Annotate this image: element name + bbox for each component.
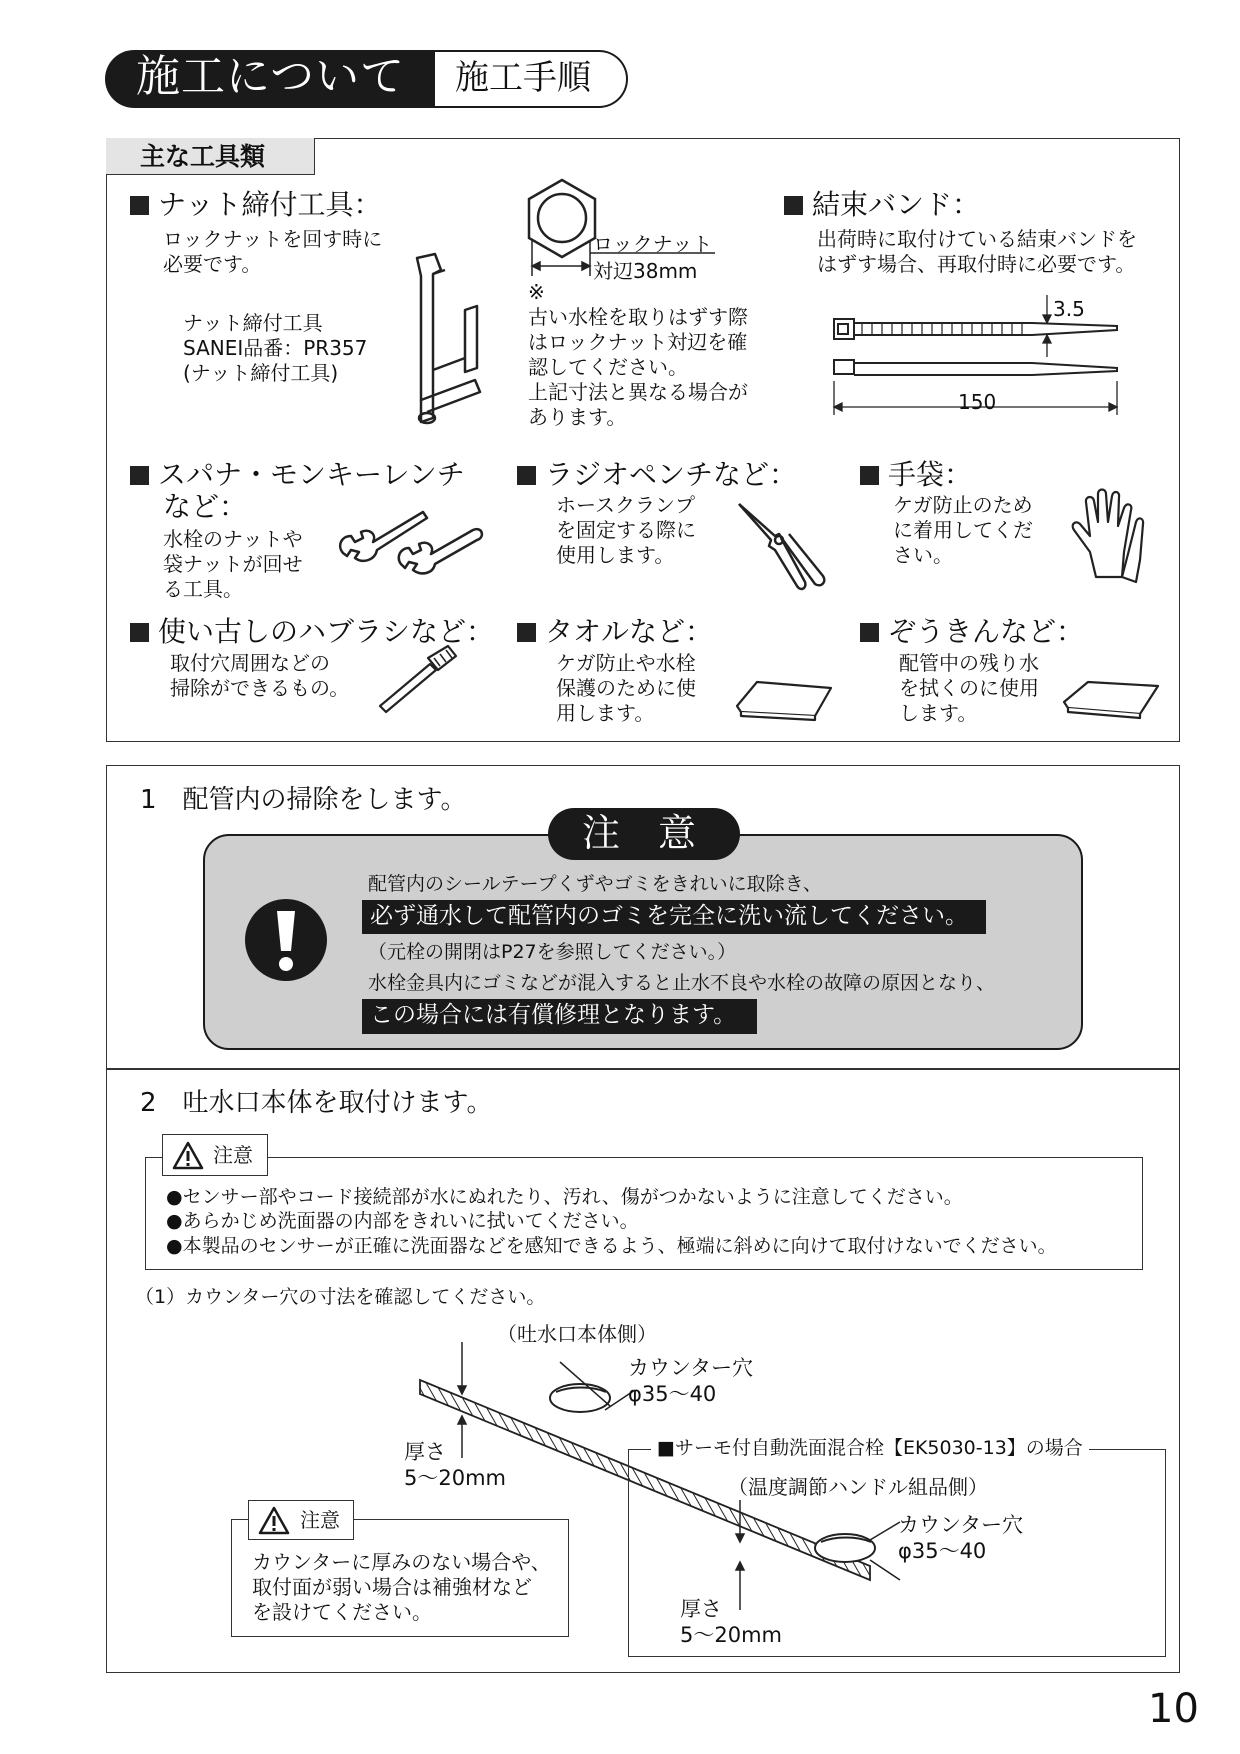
- step2-bullet-2: ●あらかじめ洗面器の内部をきれいに拭いてください。: [166, 1210, 639, 1232]
- locknut-note-5: 上記寸法と異なる場合が: [528, 380, 748, 404]
- step2-bullet-3: ●本製品のセンサーが正確に洗面器などを感知できるよう、極端に斜めに向けて取付けないでください。: [166, 1235, 1057, 1257]
- step1-title: 1 配管内の掃除をします。: [140, 785, 467, 815]
- gloves-icon: [1066, 482, 1151, 587]
- toothbrush-icon: [378, 650, 458, 716]
- note-warning-icon: [258, 1506, 290, 1535]
- pliers-icon: [735, 500, 830, 590]
- page-number: 10: [1148, 1686, 1199, 1732]
- rag-title: ぞうきんなど：: [860, 615, 1084, 649]
- thermo-title: ■サーモ付自動洗面混合栓【EK5030-13】の場合: [651, 1437, 1089, 1460]
- thickness-dim: 5〜20mm: [404, 1466, 506, 1490]
- band-dim-length: 150: [958, 390, 997, 414]
- rag-desc-2: を拭くのに使用: [899, 676, 1039, 700]
- rag-desc-3: します。: [899, 701, 978, 725]
- gloves-desc-3: さい。: [893, 543, 953, 567]
- rag-icon: [1062, 678, 1162, 718]
- gloves-desc-1: ケガ防止のため: [893, 493, 1033, 517]
- band-desc-2: はずす場合、再取付時に必要です。: [817, 252, 1136, 276]
- note-line-2: 取付面が弱い場合は補強材など: [252, 1575, 532, 1599]
- locknut-note-2: 古い水栓を取りはずす際: [528, 305, 748, 329]
- spanner-title-1: スパナ・モンキーレンチ: [130, 458, 465, 492]
- step2-sub1: （1）カウンター穴の寸法を確認してください。: [135, 1286, 546, 1308]
- thermo-counter-diagram: [700, 1500, 900, 1630]
- gloves-desc-2: に着用してくだ: [893, 518, 1033, 542]
- locknut-size: 対辺38mm: [593, 259, 698, 283]
- step-divider: [106, 1068, 1180, 1070]
- spanner-desc-1: 水栓のナットや: [163, 527, 303, 551]
- pliers-desc-2: を固定する際に: [556, 518, 696, 542]
- note-line-1: カウンターに厚みのない場合や、: [252, 1550, 551, 1574]
- band-dim-width: 3.5: [1053, 297, 1085, 321]
- caution-label: 注 意: [582, 811, 697, 855]
- thermo-hole-dim: φ35〜40: [898, 1539, 987, 1563]
- note-caution-label: 注意: [300, 1508, 340, 1532]
- locknut-note-1: ※: [528, 280, 545, 304]
- nut-tool-title: ナット締付工具：: [130, 188, 381, 222]
- exclamation-icon: [243, 897, 329, 983]
- locknut-note-3: はロックナット対辺を確: [528, 330, 748, 354]
- towel-icon: [735, 678, 835, 723]
- pliers-desc-1: ホースクランプ: [556, 493, 695, 517]
- spout-side-label: （吐水口本体側）: [497, 1322, 657, 1346]
- caution-line-3: （元栓の開閉はP27を参照してください。）: [368, 941, 737, 963]
- caution-line-4: 水栓金具内にゴミなどが混入すると止水不良や水栓の故障の原因となり、: [368, 972, 996, 994]
- note-line-3: を設けてください。: [252, 1600, 432, 1624]
- towel-desc-3: 用します。: [556, 701, 655, 725]
- brush-desc-1: 取付穴周囲などの: [170, 651, 330, 675]
- locknut-note-4: 認してください。: [528, 355, 688, 379]
- thermo-thickness-label: 厚さ: [680, 1597, 722, 1621]
- step2-caution-label: 注意: [213, 1143, 253, 1167]
- locknut-note-6: あります。: [528, 405, 627, 429]
- spanner-desc-2: 袋ナットが回せ: [163, 552, 303, 576]
- gloves-title: 手袋：: [860, 458, 972, 492]
- brush-title: 使い古しのハブラシなど：: [130, 615, 494, 649]
- nut-tool-desc-2: 必要です。: [163, 252, 262, 276]
- warning-icon: [172, 1141, 204, 1170]
- pliers-desc-3: 使用します。: [556, 543, 675, 567]
- nut-wrench-icon: [405, 250, 495, 430]
- nut-tool-product-1: ナット締付工具: [183, 311, 323, 335]
- page-title: 施工について: [136, 51, 406, 102]
- towel-desc-1: ケガ防止や水栓: [556, 651, 696, 675]
- tools-heading: 主な工具類: [140, 142, 266, 171]
- thickness-label: 厚さ: [404, 1440, 446, 1464]
- rag-desc-1: 配管中の残り水: [899, 651, 1039, 675]
- spanner-icon: [333, 508, 493, 588]
- thermo-side-label: （温度調節ハンドル組品側）: [728, 1475, 988, 1499]
- nut-tool-product-2: SANEI品番：PR357: [183, 336, 368, 360]
- thermo-hole-label: カウンター穴: [898, 1513, 1024, 1537]
- nut-tool-desc-1: ロックナットを回す時に: [163, 227, 383, 251]
- pliers-title: ラジオペンチなど：: [517, 458, 797, 492]
- locknut-label: ロックナット: [593, 232, 713, 256]
- caution-line-1: 配管内のシールテープくずやゴミをきれいに取除き、: [368, 873, 822, 895]
- step2-title: 2 吐水口本体を取付けます。: [140, 1088, 493, 1118]
- towel-title: タオルなど：: [517, 615, 713, 649]
- band-desc-1: 出荷時に取付けている結束バンドを: [817, 227, 1137, 251]
- spanner-title-2: など：: [163, 490, 248, 523]
- hole-label: カウンター穴: [628, 1356, 754, 1380]
- brush-desc-2: 掃除ができるもの。: [170, 676, 350, 700]
- spanner-desc-3: る工具。: [163, 577, 243, 601]
- page-subtitle: 施工手順: [455, 58, 591, 98]
- nut-tool-product-3: (ナット締付工具): [183, 361, 339, 385]
- step2-bullet-1: ●センサー部やコード接続部が水にぬれたり、汚れ、傷がつかないように注意してください。: [166, 1186, 963, 1208]
- caution-line-5: この場合には有償修理となります。: [362, 999, 757, 1034]
- caution-line-2: 必ず通水して配管内のゴミを完全に洗い流してください。: [362, 900, 986, 934]
- hole-dim: φ35〜40: [628, 1382, 717, 1406]
- thermo-thickness-dim: 5〜20mm: [680, 1623, 782, 1647]
- towel-desc-2: 保護のために使: [556, 676, 696, 700]
- band-title: 結束バンド：: [784, 188, 980, 222]
